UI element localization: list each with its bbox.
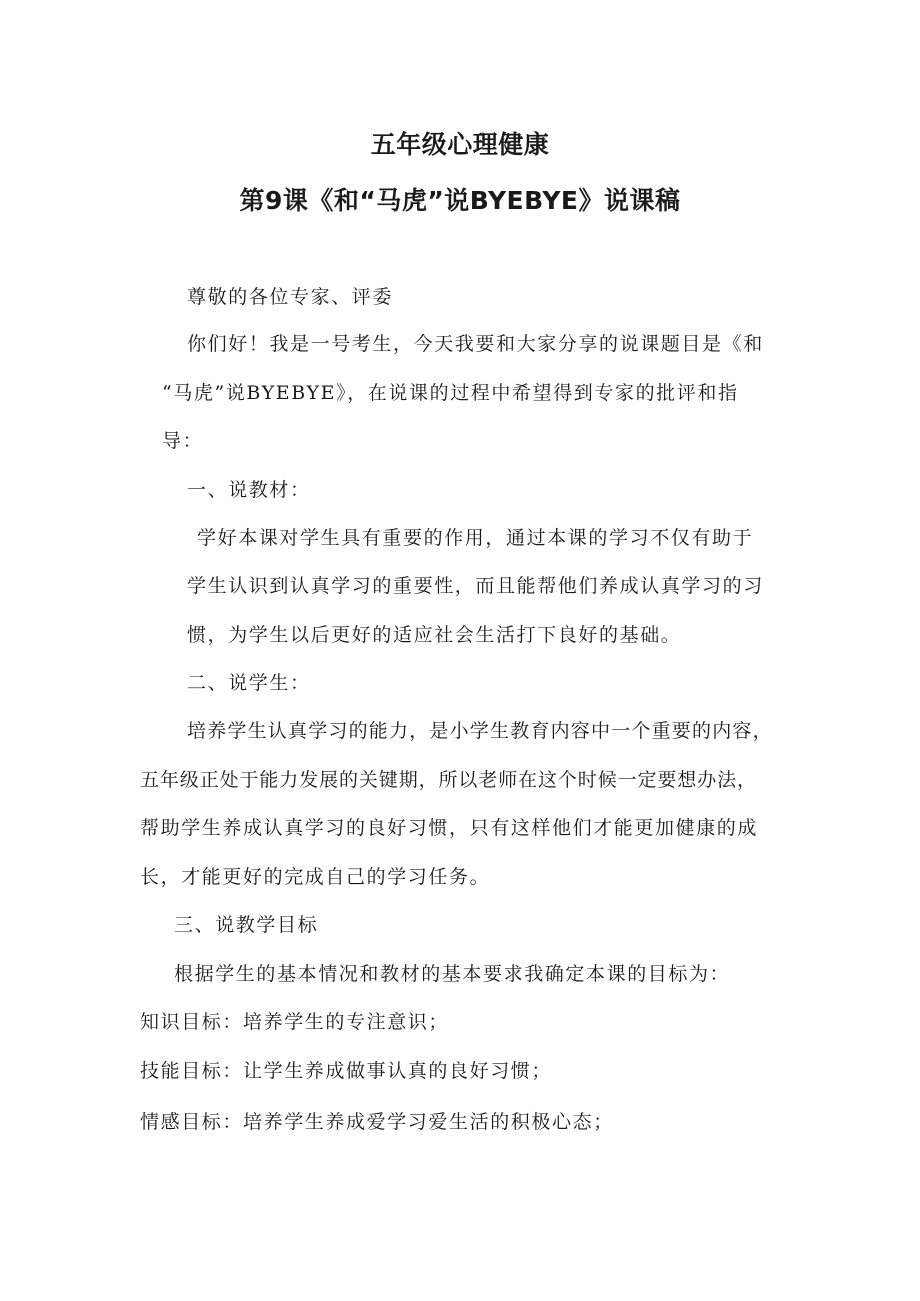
section-heading-students: 二、说学生： [187, 672, 311, 694]
goal-knowledge: 知识目标：培养学生的专注意识； [140, 1011, 450, 1033]
intro-line: “马虎”说BYEBYE》，在说课的过程中希望得到专家的批评和指 [162, 382, 739, 404]
paragraph-line: 惯，为学生以后更好的适应社会生活打下良好的基础。 [187, 624, 682, 646]
objectives-intro: 根据学生的基本情况和教材的基本要求我确定本课的目标为： [174, 963, 731, 985]
intro-line: 你们好！我是一号考生，今天我要和大家分享的说课题目是《和 [187, 333, 764, 355]
goal-skill: 技能目标：让学生养成做事认真的良好习惯； [140, 1060, 553, 1082]
paragraph-line: 培养学生认真学习的能力，是小学生教育内容中一个重要的内容， [187, 720, 773, 742]
goal-emotion: 情感目标：培养学生养成爱学习爱生活的积极心态； [140, 1111, 614, 1133]
document-title: 五年级心理健康 [370, 130, 550, 159]
paragraph-line: 学好本课对学生具有重要的作用，通过本课的学习不仅有助于 [197, 527, 754, 549]
paragraph-line: 长，才能更好的完成自己的学习任务。 [140, 866, 491, 888]
paragraph-line: 帮助学生养成认真学习的良好习惯，只有这样他们才能更加健康的成 [140, 817, 759, 839]
greeting: 尊敬的各位专家、评委 [187, 286, 394, 308]
intro-line: 导： [162, 430, 204, 452]
lesson-title: 第9课《和“马虎”说BYEBYE》说课稿 [239, 186, 681, 215]
section-heading-textbook: 一、说教材： [187, 479, 311, 501]
paragraph-line: 五年级正处于能力发展的关键期，所以老师在这个时候一定要想办法， [140, 769, 757, 791]
paragraph-line: 学生认识到认真学习的重要性，而且能帮他们养成认真学习的习 [187, 575, 764, 597]
section-heading-objectives: 三、说教学目标 [174, 914, 319, 936]
